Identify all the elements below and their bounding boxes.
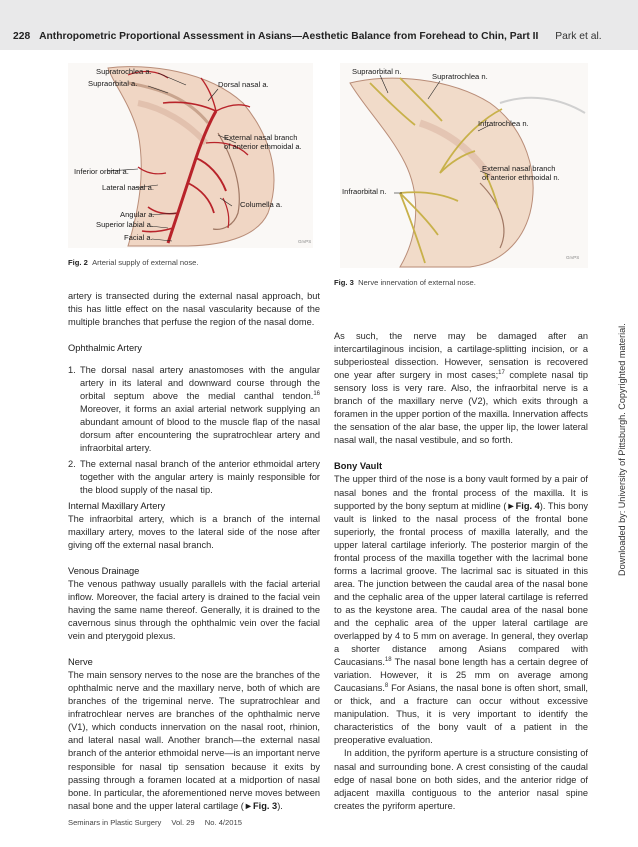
fig2-label-supratrochlea: Supratrochlea a. <box>96 67 152 76</box>
para1-text-cont: complete nasal tip sensory loss is very rare. Also, the infraorbital nerve is a branch of the maxillary nerve (V2), which exits through a foramen in the upper portion of the maxilla. Innervation affects the sensation of the alar base, the upper lip, the lower lateral nasal wall, the nasal vestibule, and so forth. <box>334 370 588 446</box>
bony-vault-paragraph <box>334 473 588 747</box>
fig2-caption-text: Arterial supply of external nose. <box>92 258 199 267</box>
bony-text-b: ). This bony vault is linked to the nasal process of the frontal bone superiorly, the frontal process of maxilla laterally, and the upper lateral cartilage inferiorly. The posterior margin of the frontal process of the maxilla together with the lacrimal bone forms a lacrimal groove. The lacrimal sac is situated in this area. The junction between the caudal area of the nasal bone and the cephalic area of the upper lateral cartilage is referred to as the keystone area. The caudal area of the nasal bone and the cephalic area of the upper lateral cartilage are overlapped by 4 to 5 mm on average. In general, they overlap a shorter distance among Asians compared with Caucasians. <box>334 500 589 668</box>
item1-text: The dorsal nasal artery anastomoses with the angular artery in its lateral and downward course through the orbital septum above the medial canthal tendon. <box>80 365 320 402</box>
bony-text-d: For Asians, the nasal bone is often short, small, or thick, and a fracture can occur without excessive manipulation. Thus, it is very important to identify the characteristics of the bony vault of a patient in the preoperative evaluation. <box>334 683 588 746</box>
item2-text: The external nasal branch of the anterior ethmoidal artery together with the angular artery is mainly responsible for the blood supply of the nasal tip. <box>80 458 320 495</box>
fig3-label-external-nasal-1: External nasal branch <box>482 164 556 173</box>
journal-volume: Vol. 29 <box>171 818 195 827</box>
citation-17: 17 <box>498 370 505 377</box>
fig3-label-external-nasal-2: of anterior ethmoidal n. <box>482 173 560 182</box>
maxillary-artery-heading: Internal Maxillary Artery <box>68 500 166 511</box>
venous-drainage-heading: Venous Drainage <box>68 565 140 576</box>
bony-text-a: The upper third of the nose is a bony vault formed by a pair of nasal bones and the frontal process of the maxilla. It is supported by the bony septum at midline ( <box>334 474 588 511</box>
fig2-label-dorsal-nasal: Dorsal nasal a. <box>218 80 269 89</box>
fig2-label-supraorbital: Supraorbital a. <box>88 79 138 88</box>
citation-8: 8 <box>384 683 389 690</box>
intro-paragraph: artery is transected during the external nasal approach, but this has little effect on the nasal vascularity because of the multiple branches that perfuse the region of the nasal dome. <box>68 291 320 328</box>
figure-3-caption <box>334 278 476 287</box>
maxillary-paragraph: The infraorbital artery, which is a branch of the internal maxillary artery, moves to the lateral side of the nose after giving off the external nasal branch. <box>68 513 320 550</box>
fig2-label-facial: Facial a. <box>124 233 153 242</box>
figure-2-caption <box>68 258 198 267</box>
citation-16: 16 <box>313 391 320 398</box>
fig2-label-lateral-nasal: Lateral nasal a. <box>102 183 154 192</box>
item1-text-cont: Moreover, it forms an axial arterial network supplying an abundant amount of blood to the muscle flap of the nasal dorsum after encountering the supratrochlear artery and infraorbital artery. <box>80 404 320 454</box>
bony-vault-heading: Bony Vault <box>334 461 383 472</box>
journal-issue: No. 4/2015 <box>204 818 242 827</box>
nerve-text: The main sensory nerves to the nose are the branches of the ophthalmic nerve and the maxillary nerve, both of which are branches of the trigeminal nerve. The supratrochlear and infratrochlear nerves are branches of the ophthalmic nerve (V1), which conducts innervation on the nasal root, rhinion, and lateral nasal wall. Another branch—the external nasal branch of the anterior ethmoidal nerve—is an important nerve responsible for nasal tip sensation because it exits by passing through a foramen located at a midportion of nasal bone. In particular, the aforementioned nerve moves between nasal bone and the upper lateral cartilage ( <box>68 670 320 811</box>
journal-name: Seminars in Plastic Surgery <box>68 818 162 827</box>
nerve-heading: Nerve <box>68 657 93 668</box>
fig2-caption-label: Fig. 2 <box>68 258 88 267</box>
fig4-reference-link[interactable]: ►Fig. 4 <box>506 500 540 511</box>
figure-2-illustration <box>68 63 313 248</box>
svg-text:GrvPS: GrvPS <box>298 239 312 244</box>
nerve-paragraph <box>68 669 320 813</box>
fig3-caption-text: Nerve innervation of external nose. <box>358 278 476 287</box>
article-title: Anthropometric Proportional Assessment in Asians—Aesthetic Balance from Forehead to Chin, Part II <box>39 31 539 42</box>
ophthalmic-artery-heading: Ophthalmic Artery <box>68 343 142 354</box>
ophthalmic-artery-list <box>68 364 320 496</box>
citation-18: 18 <box>384 657 392 664</box>
fig3-reference-link[interactable]: ►Fig. 3 <box>243 800 278 811</box>
venous-paragraph: The venous pathway usually parallels with the facial arterial inflow. Moreover, the facial artery is drained to the facial vein having the same name thereof. Generally, it is drained to the cavernous sinus through the ophthalmic vein over the facial vein and pterygoid plexus. <box>68 578 320 642</box>
bony-text-c: The nasal bone length has a certain degree of variation. However, it is 25 mm on average among Caucasians. <box>334 657 588 694</box>
download-watermark-note: Downloaded by: University of Pittsburgh. Copyrighted material. <box>617 323 627 576</box>
nerve-damage-paragraph <box>334 330 588 447</box>
fig3-label-infratrochlea: Infratrochlea n. <box>478 119 529 128</box>
fig2-label-inferior-orbital: Inferior orbital a. <box>74 167 129 176</box>
fig2-label-columella: Columella a. <box>240 200 283 209</box>
article-authors: Park et al. <box>555 31 602 42</box>
fig2-label-superior-labial: Superior labial a. <box>96 220 153 229</box>
left-text-column <box>68 290 320 813</box>
page-footer <box>68 818 250 827</box>
svg-text:GrvPS: GrvPS <box>566 255 580 260</box>
page-header <box>0 0 638 50</box>
list-item <box>68 364 320 455</box>
fig2-label-external-nasal-2: of anterior ethmoidal a. <box>224 142 302 151</box>
running-header <box>13 31 602 42</box>
para1-text: As such, the nerve may be damaged after an intercartilaginous incision, a cartilage-splitting incision, or a subperiosteal dissection. However, sensation is recovered one year after surgery in most cases; <box>334 331 588 381</box>
right-text-column <box>334 330 588 813</box>
fig2-label-external-nasal-1: External nasal branch <box>224 133 298 142</box>
nerve-text-end: ). <box>277 800 283 811</box>
list-item-number: 2. <box>68 458 76 469</box>
fig3-caption-label: Fig. 3 <box>334 278 354 287</box>
list-item <box>68 458 320 497</box>
page-number: 228 <box>13 31 31 42</box>
fig3-label-supraorbital: Supraorbital n. <box>352 67 402 76</box>
pyriform-paragraph: In addition, the pyriform aperture is a structure consisting of nasal and surrounding bone. A crest consisting of the caudal edge of nasal bone on both sides, and the anterior ridge of adjacent maxilla contiguous to the anterior nasal spine creates the pyriform aperture. <box>334 748 588 811</box>
list-item-number: 1. <box>68 365 76 376</box>
figure-3-illustration <box>340 63 588 268</box>
fig3-label-supratrochlea: Supratrochlea n. <box>432 72 488 81</box>
fig2-label-angular: Angular a. <box>120 210 155 219</box>
fig3-label-infraorbital: Infraorbital n. <box>342 187 387 196</box>
